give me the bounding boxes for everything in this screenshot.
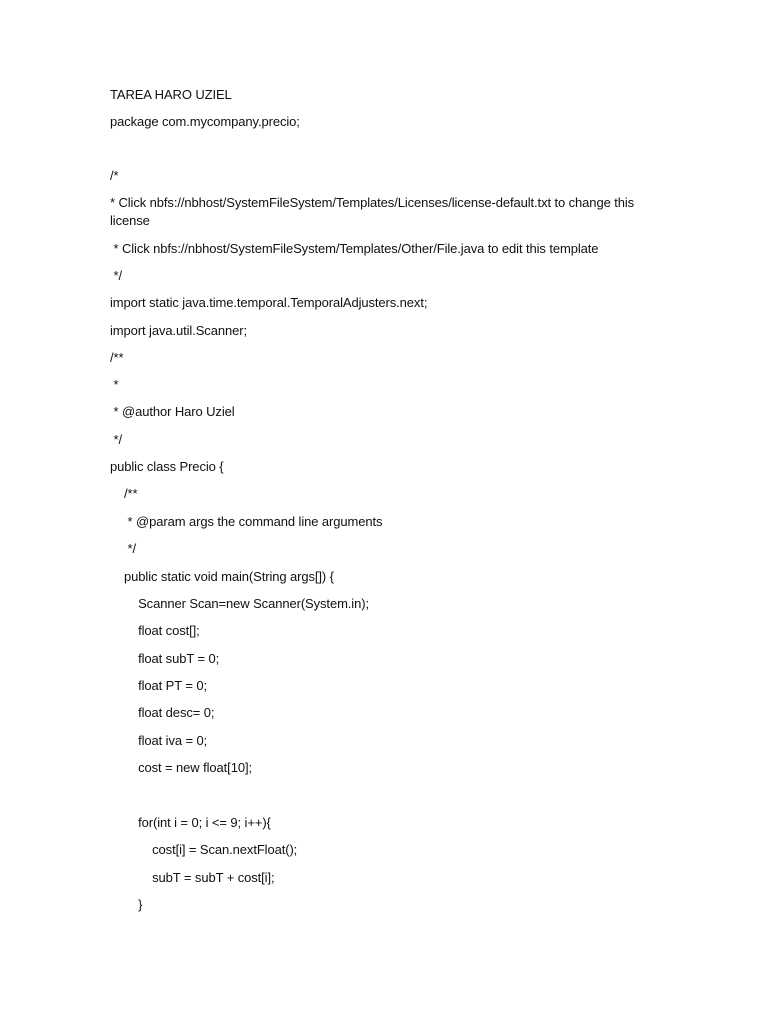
code-line: *: [110, 377, 119, 392]
code-line: * @author Haro Uziel: [110, 404, 235, 419]
code-line: Scanner Scan=new Scanner(System.in);: [110, 596, 369, 611]
code-line: /**: [110, 486, 138, 501]
code-line: public static void main(String args[]) {: [110, 569, 334, 584]
code-line: cost = new float[10];: [110, 760, 252, 775]
document-title: TAREA HARO UZIEL: [110, 87, 232, 102]
code-line: float PT = 0;: [110, 678, 208, 693]
code-line: */: [110, 541, 137, 556]
code-line: float subT = 0;: [110, 651, 220, 666]
code-line: */: [110, 268, 122, 283]
code-line: /**: [110, 350, 124, 365]
code-line: for(int i = 0; i <= 9; i++){: [110, 815, 271, 830]
code-line: */: [110, 432, 122, 447]
code-line: import static java.time.temporal.TemporalAdjusters.next;: [110, 295, 428, 310]
code-line: * Click nbfs://nbhost/SystemFileSystem/Templates/Other/File.java to edit this template: [110, 241, 599, 256]
code-line: package com.mycompany.precio;: [110, 114, 300, 129]
code-line: float cost[];: [110, 623, 200, 638]
code-line: }: [110, 897, 143, 912]
code-line: import java.util.Scanner;: [110, 323, 247, 338]
code-line: cost[i] = Scan.nextFloat();: [110, 842, 298, 857]
code-line: float desc= 0;: [110, 705, 215, 720]
code-line: subT = subT + cost[i];: [110, 870, 275, 885]
code-line: /*: [110, 168, 119, 183]
code-line: public class Precio {: [110, 459, 224, 474]
code-line: float iva = 0;: [110, 733, 208, 748]
code-line: * @param args the command line arguments: [110, 514, 383, 529]
code-line: * Click nbfs://nbhost/SystemFileSystem/Templates/Licenses/license-default.txt to change this license: [110, 195, 635, 228]
